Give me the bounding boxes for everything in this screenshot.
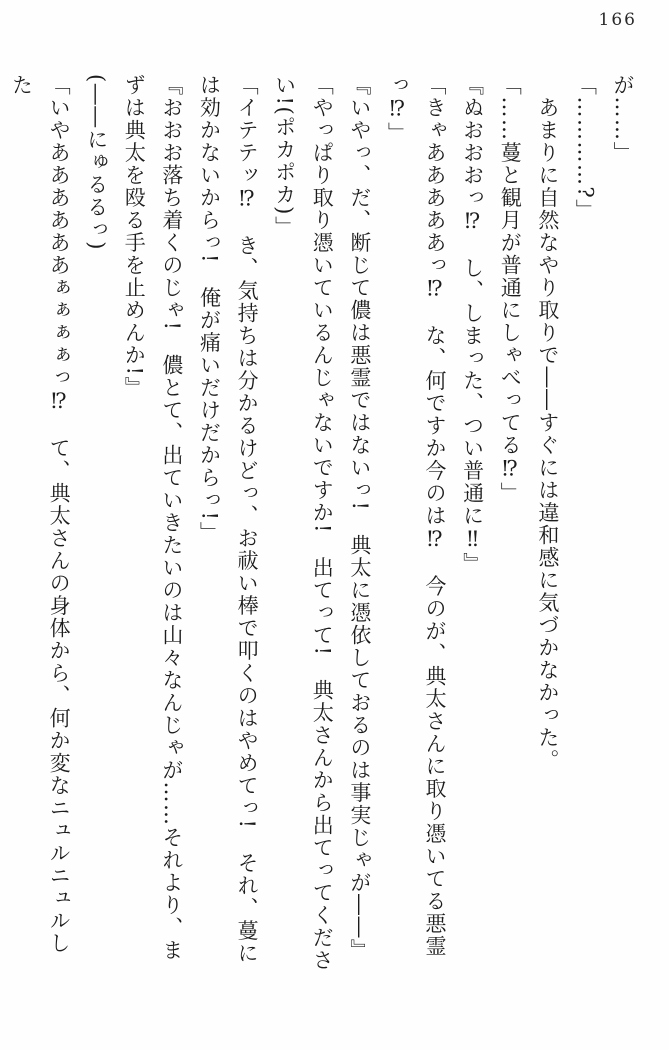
paragraph-08: 「やっぱり取り憑いているんじゃないですか! 出てって! 典太さんから出てってください!(ポカポカ)」 — [272, 74, 335, 972]
page-number: 166 — [598, 10, 637, 30]
paragraph-07: 『いやっ、だ、断じて儂は悪霊ではないっ! 典太に憑依しておるのは事実じゃが――』 — [347, 74, 372, 962]
paragraph-04: 「……蔓と観月が普通にしゃべってる⁉」 — [498, 74, 523, 505]
paragraph-09: 「イテテッ⁉ き、気持ちは分かるけどっ、お祓い棒で叩くのはやめてっ! それ、蔓には効かないからっ! 俺が痛いだけだからっ!」 — [197, 74, 260, 965]
paragraph-10: 『おおお落ち着くのじゃ! 儂とて、出ていきたいのは山々なんじゃが……それより、まずは典太を殴る手を止めんか!』 — [122, 74, 184, 962]
paragraph-05: 『ぬおおおっ⁉ し、しまった、つい普通に‼』 — [460, 74, 485, 575]
paragraph-01: が……」 — [611, 74, 635, 164]
paragraph-02: 「…………?」 — [573, 74, 598, 222]
text-block — [9, 74, 641, 976]
paragraph-06: 「きゃあああああっ⁉ な、何ですか今のは⁉ 今のが、典太さんに取り憑いてる悪霊っ⁉」 — [385, 74, 448, 958]
paragraph-03: あまりに自然なやり取りで――すぐには違和感に気づかなかった。 — [535, 74, 560, 772]
paragraph-12: 「いやああああああぁぁぁぁっ⁉ て、典太さんの身体から、何か変なニュルニュルした — [9, 74, 72, 955]
paragraph-11: (――にゅるるっ) — [84, 74, 109, 251]
